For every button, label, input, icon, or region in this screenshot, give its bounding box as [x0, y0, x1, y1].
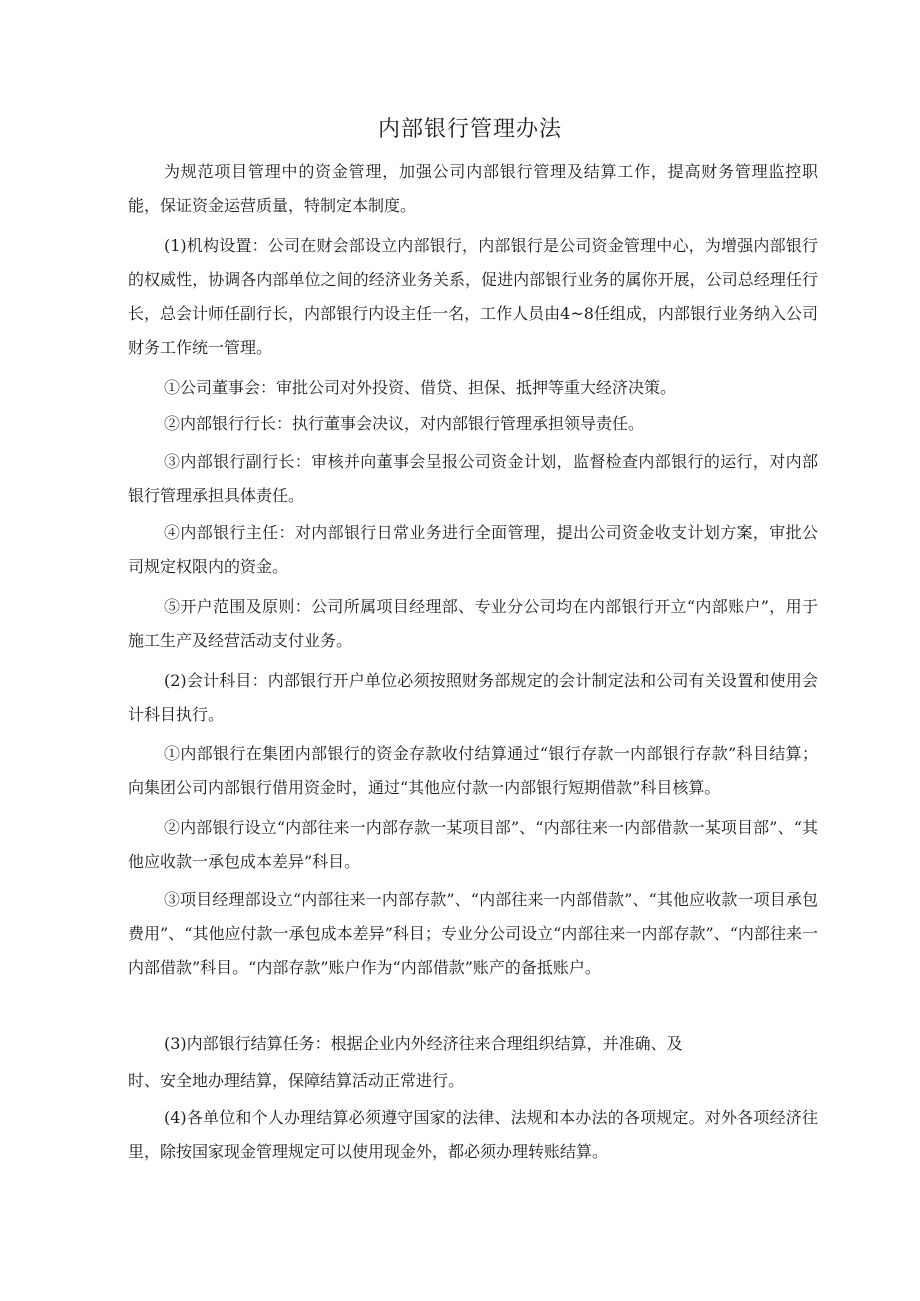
paragraph-director: ④内部银行主任：对内部银行日常业务进行全面管理，提出公司资金收支计划方案，审批公司规定权限内的资金。 — [128, 523, 818, 576]
paragraph-settlement-task: (3)内部银行结算任务：根据企业内外经济往来合理组织结算，并准确、及 — [164, 1034, 683, 1053]
document-title: 内部银行管理办法 — [377, 117, 562, 142]
paragraph-account-scope: ⑤开户范围及原则：公司所属项目经理部、专业分公司均在内部银行开立“内部账户”，用于施工生产及经营活动支付业务。 — [128, 597, 818, 650]
paragraph-vice-president: ③内部银行副行长：审核并向董事会呈报公司资金计划，监督检查内部银行的运行，对内部银行管理承担具体责任。 — [128, 452, 818, 505]
paragraph-org-setup: (1)机构设置：公司在财会部设立内部银行，内部银行是公司资金管理中心，为增强内部银行的权威性，协调各内部单位之间的经济业务关系，促进内部银行业务的属你开展，公司总经理任行长，总会计师任副行长，内部银行内设主任一名，工作人员由4~8任组成，内部银行业务纳入公司财务工作统一管理。 — [128, 236, 818, 357]
paragraph-intro: 为规范项目管理中的资金管理，加强公司内部银行管理及结算工作，提高财务管理监控职能，保证资金运营质量，特制定本制度。 — [128, 162, 818, 215]
paragraph-legal-compliance: (4)各单位和个人办理结算必须遵守国家的法律、法规和本办法的各项规定。对外各项经济往里，除按国家现金管理规定可以使用现金外，都必须办理转账结算。 — [128, 1108, 818, 1161]
paragraph-subject-2: ②内部银行设立“内部往来一内部存款一某项目部”、“内部往来一内部借款一某项目部”、“其他应收款一承包成本差异”科目。 — [128, 818, 818, 871]
paragraph-board: ①公司董事会：审批公司对外投资、借贷、担保、抵押等重大经济决策。 — [164, 378, 677, 397]
paragraph-subject-1: ①内部银行在集团内部银行的资金存款收付结算通过“银行存款一内部银行存款”科目结算；向集团公司内部银行借用资金时，通过“其他应付款一内部银行短期借款”科目核算。 — [128, 744, 818, 797]
paragraph-settlement-task-cont: 时、安全地办理结算，保障结算活动正常进行。 — [128, 1071, 465, 1090]
paragraph-accounting-subjects: (2)会计科目：内部银行开户单位必须按照财务部规定的会计制定法和公司有关设置和使用会计科目执行。 — [128, 671, 818, 724]
paragraph-subject-3: ③项目经理部设立“内部往来一内部存款”、“内部往来一内部借款”、“其他应收款一项目承包费用”、“其他应付款一承包成本差异”科目；专业分公司设立“内部往来一内部存款”、“内部往来一内部借款”科目。“内部存款”账户作为“内部借款”账产的备抵账户。 — [128, 890, 818, 977]
paragraph-president: ②内部银行行长：执行董事会决议，对内部银行管理承担领导责任。 — [164, 414, 645, 433]
